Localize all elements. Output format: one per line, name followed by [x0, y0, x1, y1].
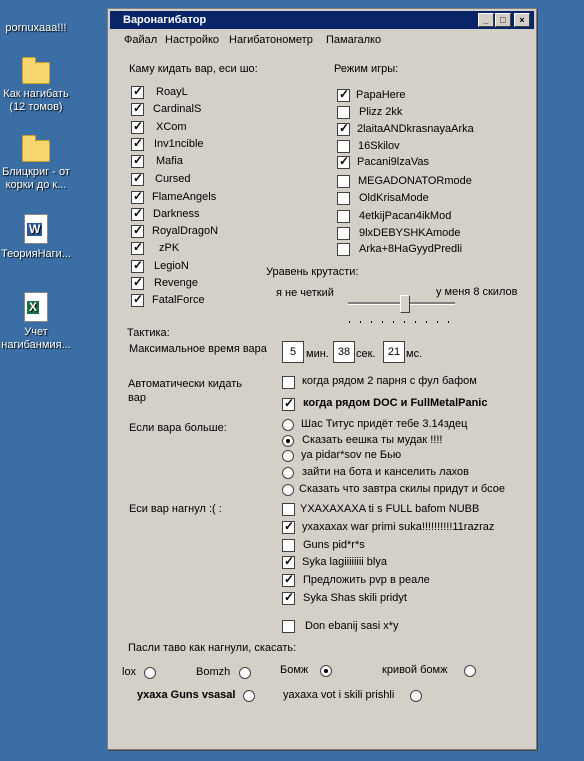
if-bent-option-label: Syka Shas skili pridyt — [303, 592, 407, 604]
mode-checkbox[interactable] — [337, 227, 350, 240]
after-label: Пасли таво как нагнули, скасать: — [128, 642, 297, 654]
after-radio[interactable] — [320, 665, 332, 677]
desktop-icon-label: ТеорияНаги... — [1, 248, 71, 260]
slider-tick — [415, 321, 416, 323]
after-option-label: yxaxa Guns vsasal — [137, 689, 236, 701]
if-bent-option-label: Syka lagiiiiiiii blya — [302, 556, 387, 568]
slider-tick — [448, 321, 449, 323]
minutes-field[interactable]: 5 — [282, 341, 304, 363]
mode-checkbox[interactable] — [337, 89, 350, 102]
clan-checkbox[interactable] — [131, 138, 144, 151]
mode-checkbox[interactable] — [337, 210, 350, 223]
clan-label: Revenge — [154, 277, 199, 289]
mode-checkbox[interactable] — [337, 123, 350, 136]
if-more-option-label: Сказать еешка ты мудак !!!! — [302, 434, 443, 446]
after-option-label: Бомж — [280, 664, 309, 676]
clan-label: XCom — [156, 121, 187, 133]
maximize-button[interactable]: □ — [495, 13, 511, 27]
seconds-unit: сек. — [356, 348, 376, 360]
clan-checkbox[interactable] — [131, 225, 144, 238]
if-more-radio[interactable] — [282, 450, 294, 462]
desktop-icon-label: Как нагибать (12 томов) — [3, 88, 69, 113]
if-more-option-label: ya pidar*sov ne Бью — [301, 449, 402, 461]
clan-checkbox[interactable] — [131, 191, 144, 204]
mode-checkbox[interactable] — [337, 106, 350, 119]
mode-label: OldKrisaMode — [359, 192, 429, 204]
mode-label: Plizz 2kk — [359, 106, 403, 118]
if-bent-option-label: YXAXAXAXA ti s FULL bafom NUBB — [300, 503, 480, 515]
slider-tick — [360, 321, 361, 323]
mode-label: MEGADONATORmode — [358, 175, 472, 187]
after-option-label: lox — [122, 666, 137, 678]
menu-settings[interactable]: Настройко — [165, 34, 220, 46]
desktop-icon-excel-doc[interactable] — [0, 292, 76, 352]
clan-label: Cursed — [155, 173, 191, 185]
desktop-icon-folder-kak-nagibat[interactable] — [0, 62, 76, 114]
folder-icon — [22, 62, 50, 84]
app-window — [107, 8, 537, 750]
after-radio[interactable] — [410, 690, 422, 702]
word-doc-icon: W — [24, 214, 48, 244]
max-time-label: Максимальное время вара — [129, 343, 267, 355]
clan-label: zPK — [159, 242, 180, 254]
slider-tick — [437, 321, 438, 323]
if-bent-checkbox[interactable] — [282, 503, 295, 516]
auto-war-option-label: когда рядом DOC и FullMetalPanic — [303, 397, 488, 409]
clan-checkbox[interactable] — [131, 173, 144, 186]
menu-file[interactable]: Файал — [124, 34, 158, 46]
tactics-title: Тактика: — [127, 327, 170, 339]
clan-checkbox[interactable] — [131, 121, 144, 134]
clan-checkbox[interactable] — [131, 86, 144, 99]
auto-war-label: Автоматически кидать вар — [128, 378, 242, 404]
after-radio[interactable] — [144, 667, 156, 679]
window-title: Варонагибатор — [123, 14, 207, 26]
after-radio[interactable] — [243, 690, 255, 702]
if-bent-option-label: Guns pid*r*s — [303, 539, 365, 551]
slider-tick — [404, 321, 405, 323]
clan-label: CardinalS — [153, 103, 202, 115]
if-bent-checkbox[interactable] — [282, 620, 295, 633]
mode-label: Arka+8HaGyydPredli — [359, 243, 463, 255]
mode-checkbox[interactable] — [337, 140, 350, 153]
mode-checkbox[interactable] — [337, 156, 350, 169]
modes-title: Режим игры: — [334, 63, 399, 75]
mode-label: PapaHere — [356, 89, 406, 101]
if-more-radio[interactable] — [282, 484, 294, 496]
after-radio[interactable] — [464, 665, 476, 677]
mode-checkbox[interactable] — [337, 243, 350, 256]
if-bent-checkbox[interactable] — [282, 539, 295, 552]
clan-label: FlameAngels — [152, 191, 217, 203]
if-bent-option-label: Don ebanij sasi x*y — [305, 620, 399, 632]
slider-tick — [393, 321, 394, 323]
auto-war-option-label: когда рядом 2 парня с фул бафом — [302, 375, 477, 387]
if-bent-label: Еси вар нагнул :( : — [129, 503, 222, 515]
if-bent-checkbox[interactable] — [282, 556, 295, 569]
desktop-icon-folder-blitzkrieg[interactable] — [0, 140, 76, 192]
title-bar[interactable] — [110, 11, 534, 29]
desktop-icon-label: Учет нагибанмия... — [1, 326, 71, 351]
clan-checkbox[interactable] — [131, 155, 144, 168]
mode-label: 2laitaANDkrasnayaArka — [357, 123, 474, 135]
desktop-icon-label: pornuxaaa!!! — [5, 22, 67, 34]
minimize-button[interactable]: _ — [478, 13, 494, 27]
clans-title: Каму кидать вар, еси шо: — [129, 63, 258, 75]
clan-label: Mafia — [156, 155, 183, 167]
coolness-min-label: я не четкий — [276, 287, 334, 299]
auto-war-checkbox[interactable] — [282, 376, 295, 389]
if-more-option-label: Шас Титус придёт тебе 3.14здец — [301, 418, 468, 430]
mode-label: 16Skilov — [358, 140, 400, 152]
auto-war-checkbox[interactable] — [282, 398, 295, 411]
slider-tick — [382, 321, 383, 323]
if-more-radio[interactable] — [282, 467, 294, 479]
desktop-icon-label: Блицкриг - от корки до к... — [2, 166, 70, 191]
menu-nagibatometer[interactable]: Нагибатонометр — [229, 34, 313, 46]
if-bent-option-label: yxaxaxax war primi suka!!!!!!!!!!11razraz — [302, 521, 495, 533]
close-button[interactable]: × — [514, 13, 530, 27]
ms-field[interactable]: 21 — [383, 341, 405, 363]
folder-icon — [22, 140, 50, 162]
minutes-unit: мин. — [306, 348, 329, 360]
clan-label: RoyalDragoN — [152, 225, 219, 237]
clan-label: Inv1ncible — [154, 138, 204, 150]
ms-unit: мс. — [406, 348, 423, 360]
mode-checkbox[interactable] — [337, 192, 350, 205]
clan-label: FatalForce — [152, 294, 205, 306]
slider-tick — [371, 321, 372, 323]
if-bent-option-label: Предложить pvp в реале — [303, 574, 430, 586]
seconds-field[interactable]: 38 — [333, 341, 355, 363]
mode-label: 4etkijPacan4ikMod — [359, 210, 452, 222]
after-option-label: Bomzh — [196, 666, 231, 678]
if-more-option-label: Сказать что завтра скилы придут и бсое — [299, 483, 505, 495]
if-bent-checkbox[interactable] — [282, 574, 295, 587]
after-radio[interactable] — [239, 667, 251, 679]
coolness-max-label: у меня 8 скилов — [436, 286, 518, 298]
if-more-option-label: зайти на бота и канселить лахов — [302, 466, 470, 478]
clan-checkbox[interactable] — [131, 242, 144, 255]
desktop-icon-folder-pornuxaaa[interactable] — [0, 0, 76, 35]
excel-doc-icon: X — [24, 292, 48, 322]
coolness-title: Уравень крутасти: — [266, 266, 359, 278]
mode-checkbox[interactable] — [337, 175, 350, 188]
clan-checkbox[interactable] — [131, 208, 144, 221]
if-more-radio[interactable] — [282, 419, 294, 431]
clan-label: LegioN — [154, 260, 189, 272]
mode-label: Pacani9lzaVas — [357, 156, 429, 168]
if-more-label: Если вара больше: — [129, 422, 227, 434]
coolness-slider-thumb[interactable] — [400, 295, 410, 313]
clan-label: RoayL — [156, 86, 188, 98]
clan-checkbox[interactable] — [131, 294, 144, 307]
desktop-icon-word-doc[interactable] — [0, 214, 76, 261]
slider-tick — [349, 321, 350, 323]
menu-help[interactable]: Памагалко — [326, 34, 382, 46]
mode-label: 9lxDEBYSHKAmode — [359, 227, 461, 239]
clan-checkbox[interactable] — [131, 260, 144, 273]
if-bent-checkbox[interactable] — [282, 592, 295, 605]
after-option-label: кривой бомж — [382, 664, 448, 676]
slider-tick — [426, 321, 427, 323]
if-more-radio[interactable] — [282, 435, 294, 447]
after-option-label: yaxaxa vot i skili prishli — [283, 689, 395, 701]
menu-bar — [108, 31, 536, 49]
if-bent-checkbox[interactable] — [282, 521, 295, 534]
clan-label: Darkness — [153, 208, 200, 220]
clan-checkbox[interactable] — [131, 103, 144, 116]
clan-checkbox[interactable] — [131, 277, 144, 290]
